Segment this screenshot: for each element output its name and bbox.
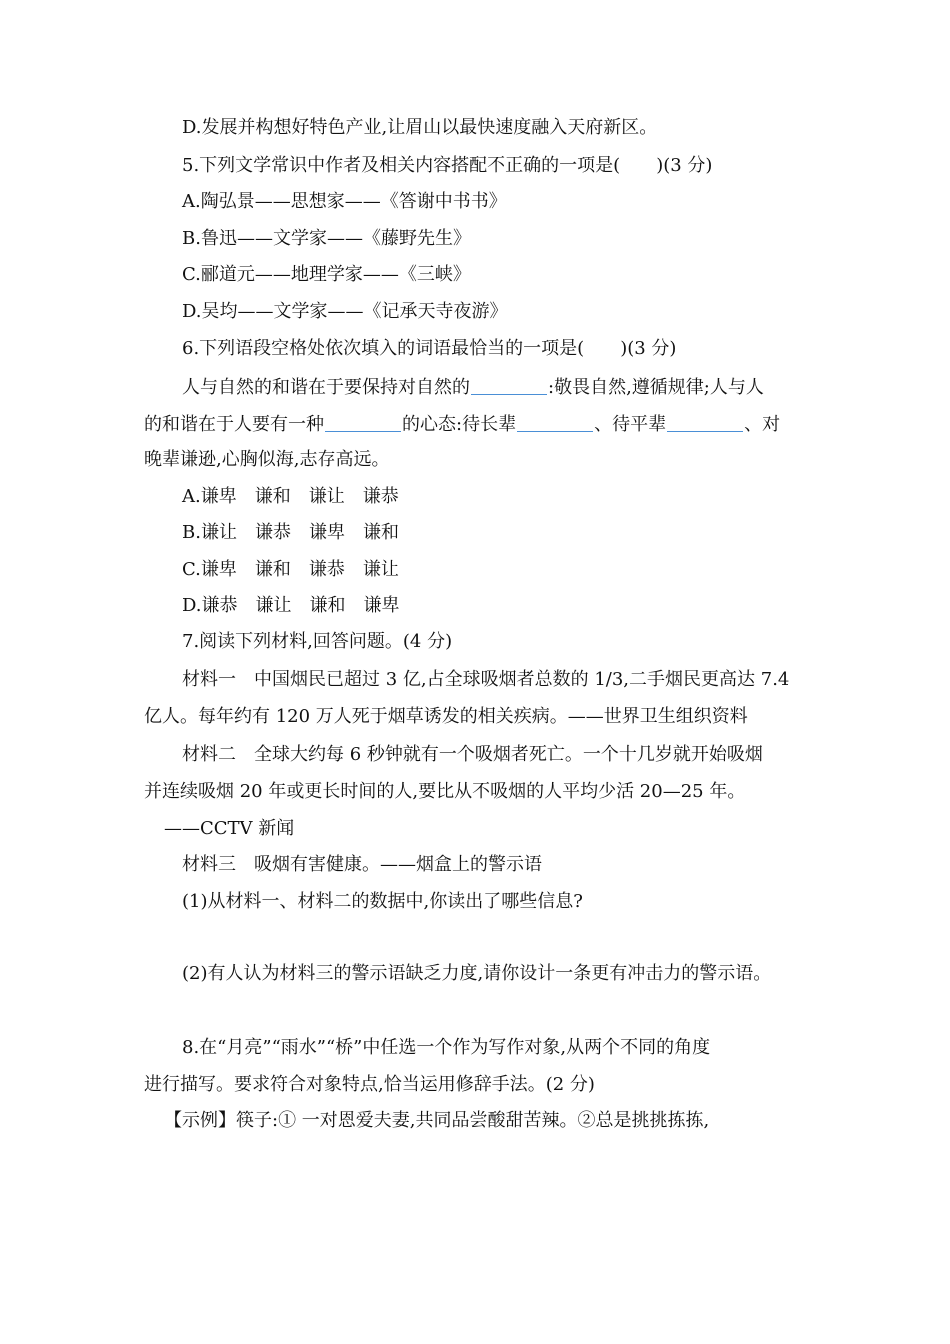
option-word: 谦卑 [363,595,400,616]
option-word: C.谦卑 [182,559,237,580]
q6-passage-line-2 [144,411,808,437]
option-word: 谦恭 [362,486,399,507]
fill-blank-2[interactable] [325,411,401,432]
q6-option-a [182,485,808,509]
option-word: 谦恭 [308,559,345,580]
passage-text: 、待平辈 [594,414,667,435]
q6-option-c [182,558,808,582]
option-word: 谦和 [309,595,346,616]
q5-option-a: A.陶弘景——思想家——《答谢中书书》 [182,191,507,212]
q7-stem: 7.阅读下列材料,回答问题。(4 分) [182,631,453,652]
fill-blank-4[interactable] [667,411,743,432]
q8-example: 【示例】筷子:① 一对恩爱夫妻,共同品尝酸甜苦辣。②总是挑挑拣拣, [164,1110,710,1131]
option-word: 谦和 [254,486,291,507]
option-word: 谦卑 [308,522,345,543]
q5-stem-text: 5.下列文学常识中作者及相关内容搭配不正确的一项是( [182,155,621,176]
q7-subquestion-1: (1)从材料一、材料二的数据中,你读出了哪些信息? [182,891,583,912]
passage-text: 的和谐在于人要有一种 [144,414,324,435]
option-word: A.谦卑 [182,486,237,507]
option-word: 谦和 [362,522,399,543]
q5-option-c: C.郦道元——地理学家——《三峡》 [182,264,471,285]
option-word: 谦让 [362,559,399,580]
q7-material-2-line-2: 并连续吸烟 20 年或更长时间的人,要比从不吸烟的人平均少活 20—25 年。 [144,781,746,802]
passage-text: 、对 [744,414,781,435]
option-word: 谦让 [255,595,292,616]
option-word: 谦和 [254,559,291,580]
q4-option-d: D.发展并构想好特色产业,让眉山以最快速度融入天府新区。 [182,117,658,138]
fill-blank-3[interactable] [517,411,593,432]
q7-material-1-line-2: 亿人。每年约有 120 万人死于烟草诱发的相关疾病。——世界卫生组织资料 [144,706,748,727]
passage-text: :敬畏自然,遵循规律;人与人 [548,377,764,398]
q6-option-d [182,594,808,618]
option-word: B.谦让 [182,522,237,543]
q7-material-2-line-1: 材料二 全球大约每 6 秒钟就有一个吸烟者死亡。一个十几岁就开始吸烟 [182,744,763,765]
q6-stem-text: 6.下列语段空格处依次填入的词语最恰当的一项是( [182,338,585,359]
q5-stem [182,154,808,178]
option-word: D.谦恭 [182,595,238,616]
fill-blank-1[interactable] [471,374,547,395]
q7-material-2-source: ——CCTV 新闻 [164,818,295,839]
q8-stem-line-2: 进行描写。要求符合对象特点,恰当运用修辞手法。(2 分) [144,1074,595,1095]
q7-material-3: 材料三 吸烟有害健康。——烟盒上的警示语 [182,854,542,875]
q6-score: )(3 分) [620,338,677,359]
option-word: 谦让 [308,486,345,507]
q6-passage-line-3: 晚辈谦逊,心胸似海,志存高远。 [144,449,390,470]
q5-option-d: D.吴均——文学家——《记承天寺夜游》 [182,301,508,322]
q7-subquestion-2: (2)有人认为材料三的警示语缺乏力度,请你设计一条更有冲击力的警示语。 [182,963,772,984]
option-word: 谦恭 [254,522,291,543]
passage-text: 的心态:待长辈 [402,414,517,435]
q6-stem [182,337,808,361]
q5-score: )(3 分) [656,155,713,176]
q6-passage-line-1 [182,374,808,400]
q5-option-b: B.鲁迅——文学家——《藤野先生》 [182,228,471,249]
passage-text: 人与自然的和谐在于要保持对自然的 [182,377,470,398]
q7-material-1-line-1: 材料一 中国烟民已超过 3 亿,占全球吸烟者总数的 1/3,二手烟民更高达 7.4 [182,669,790,690]
q6-option-b [182,521,808,545]
q8-stem-line-1: 8.在“月亮”“雨水”“桥”中任选一个作为写作对象,从两个不同的角度 [182,1037,711,1058]
